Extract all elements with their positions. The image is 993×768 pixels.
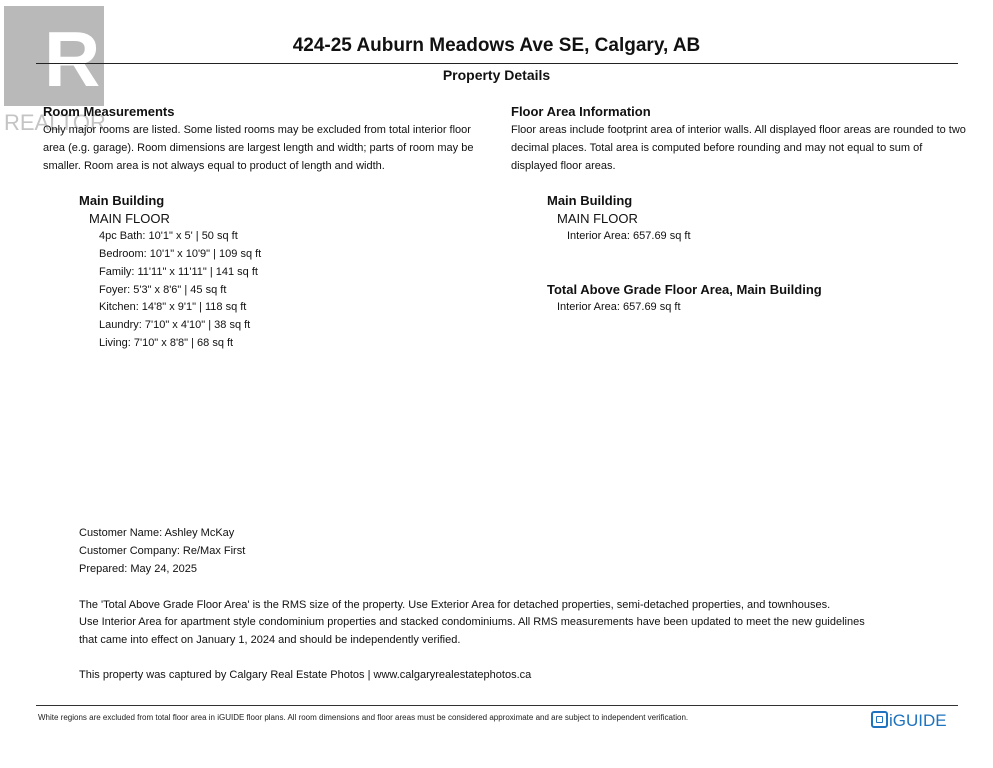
iguide-brand-text: iGUIDE xyxy=(889,711,947,730)
realtor-logo-text: REALTOR xyxy=(4,110,106,135)
room-item: Living: 7'10" x 8'8" | 68 sq ft xyxy=(99,337,234,349)
floor-building-heading: Main Building xyxy=(547,193,633,208)
room-building-heading: Main Building xyxy=(79,193,165,208)
room-item: Family: 11'11" x 11'11" | 141 sq ft xyxy=(99,266,258,278)
floor-floor-heading: MAIN FLOOR xyxy=(557,211,638,226)
floor-interior-area: Interior Area: 657.69 sq ft xyxy=(567,230,691,242)
realtor-logo-letter: R xyxy=(44,15,101,103)
footer-note: White regions are excluded from total floor area in iGUIDE floor plans. All room dimensions and floor areas must be considered approximate and are subject to independent verification. xyxy=(38,713,689,722)
disclaimer-line: Use Interior Area for apartment style condominium properties and stacked condominiums. All RMS measurements have been updated to meet the new guidelines xyxy=(79,616,865,628)
room-item: Bedroom: 10'1" x 10'9" | 109 sq ft xyxy=(99,248,262,260)
room-measurements-heading: Room Measurements xyxy=(43,104,175,119)
iguide-brand xyxy=(871,711,947,731)
iguide-logo-icon xyxy=(871,711,888,728)
room-item: Kitchen: 14'8" x 9'1" | 118 sq ft xyxy=(99,301,247,313)
total-floor-area-heading: Total Above Grade Floor Area, Main Building xyxy=(547,282,822,297)
disclaimer-line: The 'Total Above Grade Floor Area' is the RMS size of the property. Use Exterior Area for detached properties, semi-detached properties, and townhouses. xyxy=(79,599,831,611)
customer-name: Customer Name: Ashley McKay xyxy=(79,527,235,539)
captured-by: This property was captured by Calgary Real Estate Photos | www.calgaryrealestatephotos.ca xyxy=(79,669,532,681)
prepared-date: Prepared: May 24, 2025 xyxy=(79,563,198,575)
room-floor-heading: MAIN FLOOR xyxy=(89,211,170,226)
page-subtitle: Property Details xyxy=(442,67,551,83)
header-divider xyxy=(36,63,958,64)
room-item: Foyer: 5'3" x 8'6" | 45 sq ft xyxy=(99,284,227,296)
footer-divider xyxy=(36,705,958,706)
total-interior-area: Interior Area: 657.69 sq ft xyxy=(557,301,681,313)
room-measurements-note: Only major rooms are listed. Some listed rooms may be excluded from total interior floor area (e.g. garage). Room dimensions are largest length and width; parts of room may be smaller. Room area is not always equal to product of length and width. xyxy=(43,124,474,172)
floor-area-heading: Floor Area Information xyxy=(511,104,651,119)
page-title: 424-25 Auburn Meadows Ave SE, Calgary, AB xyxy=(292,35,701,56)
customer-company: Customer Company: Re/Max First xyxy=(79,545,246,557)
room-item: 4pc Bath: 10'1" x 5' | 50 sq ft xyxy=(99,230,238,242)
disclaimer-line: that came into effect on January 1, 2024 and should be independently verified. xyxy=(79,634,461,646)
floor-area-note: Floor areas include footprint area of interior walls. All displayed floor areas are rounded to two decimal places. Total area is computed before rounding and may not equal to sum of displayed floor areas. xyxy=(511,124,966,172)
room-item: Laundry: 7'10" x 4'10" | 38 sq ft xyxy=(99,319,251,331)
